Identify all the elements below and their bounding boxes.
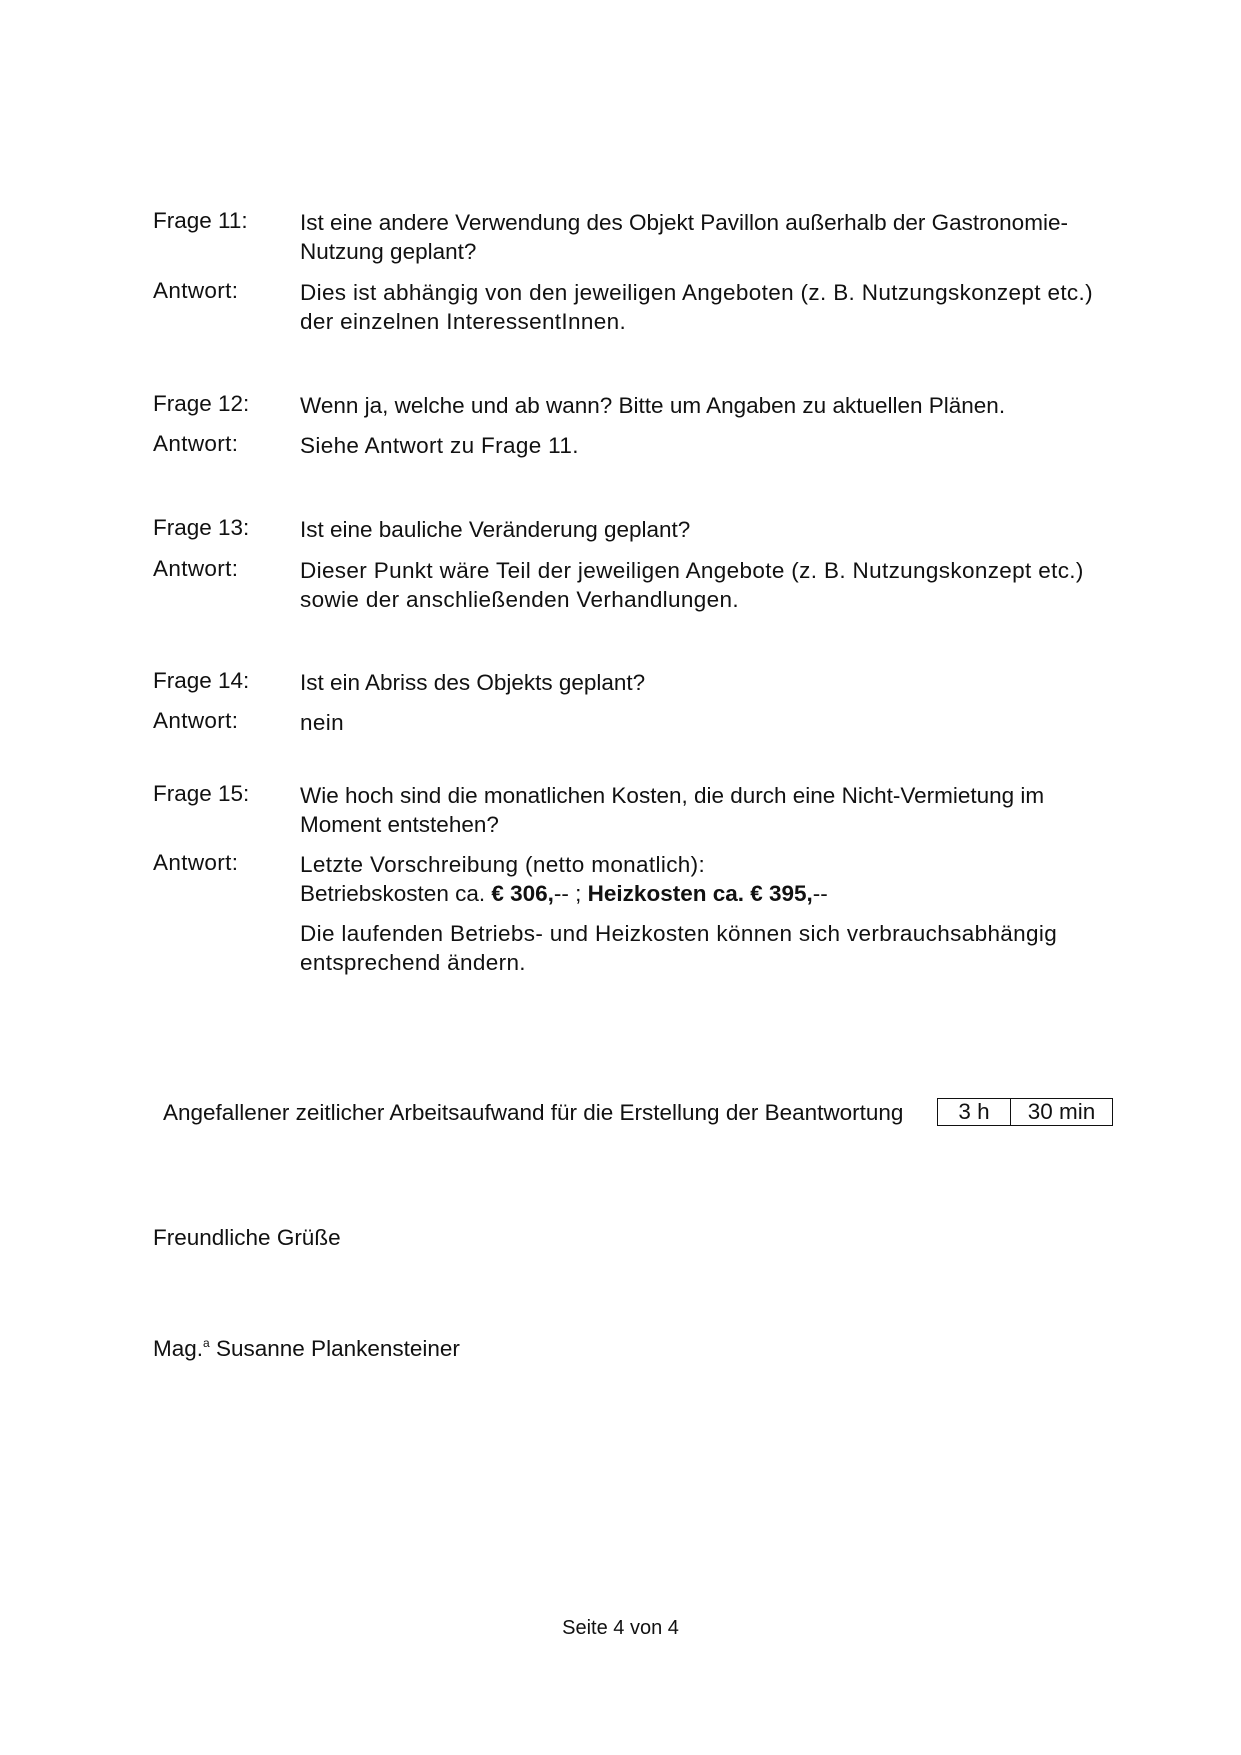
closing-greeting: Freundliche Grüße bbox=[153, 1225, 341, 1250]
question-label: Frage 12: bbox=[153, 391, 250, 416]
answer-label: Antwort: bbox=[153, 850, 239, 875]
page-footer: Seite 4 von 4 bbox=[562, 1617, 679, 1639]
answer-label: Antwort: bbox=[153, 431, 239, 456]
signature-title: Mag. bbox=[153, 1336, 204, 1361]
question-text: Wenn ja, welche und ab wann? Bitte um Angaben zu aktuellen Plänen. bbox=[300, 393, 1006, 418]
operating-costs-suffix: -- ; bbox=[553, 881, 588, 906]
answer-label: Antwort: bbox=[153, 708, 239, 733]
signature bbox=[153, 1336, 460, 1362]
effort-minutes: 30 min bbox=[1027, 1099, 1096, 1124]
question-label: Frage 14: bbox=[153, 668, 250, 693]
answer-text: Dieser Punkt wäre Teil der jeweiligen Angebote (z. B. Nutzungskonzept etc.) sowie der anschließenden Verhandlungen. bbox=[300, 558, 1084, 612]
answer-label: Antwort: bbox=[153, 278, 239, 303]
answer-label: Antwort: bbox=[153, 556, 239, 581]
effort-row bbox=[163, 1098, 1113, 1128]
question-label: Frage 13: bbox=[153, 515, 250, 540]
effort-table bbox=[937, 1098, 1113, 1126]
signature-name: Susanne Plankensteiner bbox=[215, 1336, 460, 1361]
question-text: Wie hoch sind die monatlichen Kosten, die durch eine Nicht-Vermietung im Moment entstehen? bbox=[300, 783, 1045, 837]
answer-text: Siehe Antwort zu Frage 11. bbox=[300, 433, 579, 458]
answer-text: nein bbox=[300, 710, 344, 735]
operating-costs-amount: € 306, bbox=[491, 881, 554, 906]
signature-title-sup: a bbox=[203, 1336, 210, 1350]
answer-costs bbox=[300, 879, 1130, 908]
question-text: Ist ein Abriss des Objekts geplant? bbox=[300, 670, 646, 695]
question-label: Frage 15: bbox=[153, 781, 250, 806]
answer-text: Dies ist abhängig von den jeweiligen Angeboten (z. B. Nutzungskonzept etc.) der einzelnen InteressentInnen. bbox=[300, 280, 1093, 334]
effort-hours: 3 h bbox=[938, 1099, 1011, 1125]
answer-note: Die laufenden Betriebs- und Heizkosten können sich verbrauchsabhängig entsprechend ändern. bbox=[300, 921, 1058, 975]
operating-costs-prefix: Betriebskosten ca. bbox=[300, 881, 492, 906]
question-label: Frage 11: bbox=[153, 208, 248, 233]
answer-intro: Letzte Vorschreibung (netto monatlich): bbox=[300, 852, 706, 877]
heating-costs-suffix: -- bbox=[812, 881, 828, 906]
question-text: Ist eine bauliche Veränderung geplant? bbox=[300, 517, 691, 542]
heating-costs: Heizkosten ca. € 395, bbox=[587, 881, 813, 906]
effort-label: Angefallener zeitlicher Arbeitsaufwand für die Erstellung der Beantwortung bbox=[163, 1100, 904, 1125]
question-text: Ist eine andere Verwendung des Objekt Pavillon außerhalb der Gastronomie-Nutzung geplant? bbox=[300, 210, 1068, 264]
